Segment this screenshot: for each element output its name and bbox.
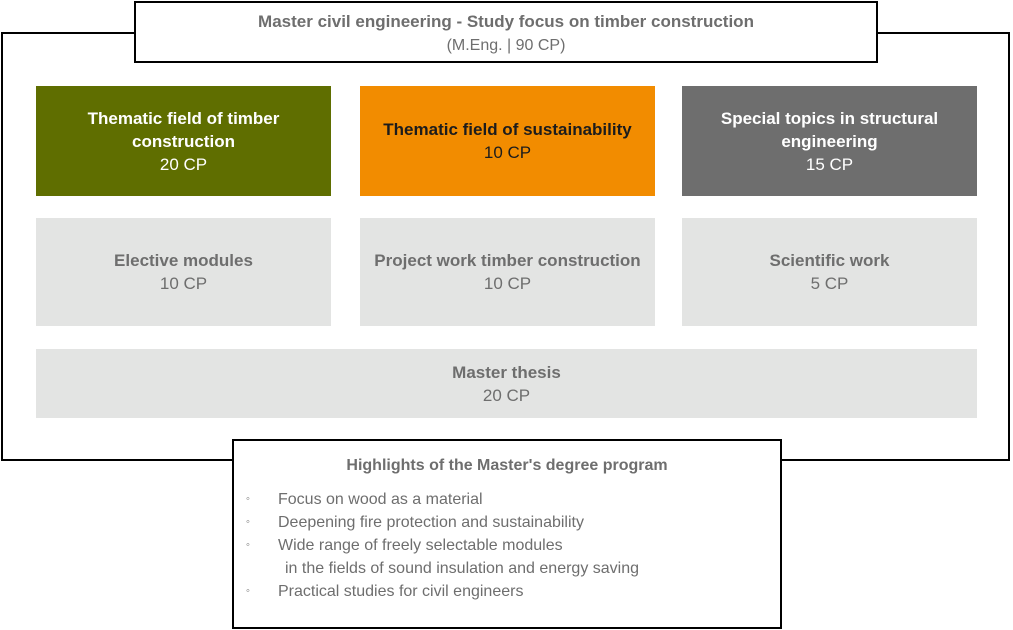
- module-name: Elective modules: [114, 251, 253, 270]
- module-credits: 20 CP: [159, 154, 208, 174]
- program-subtitle: (M.Eng. | 90 CP): [446, 37, 566, 54]
- bullet-icon: ◦: [246, 539, 250, 551]
- module-credits: 10 CP: [159, 274, 208, 293]
- bullet-icon: ◦: [246, 493, 250, 505]
- highlight-text: Wide range of freely selectable modules: [278, 537, 563, 554]
- module-structural-engineering: [682, 86, 977, 196]
- highlights-box: [232, 439, 782, 629]
- module-timber-construction: [36, 86, 331, 196]
- module-name: Scientific work: [769, 251, 890, 270]
- module-credits: 10 CP: [483, 274, 532, 293]
- module-credits: 15 CP: [805, 154, 854, 174]
- bullet-icon: ◦: [246, 585, 250, 597]
- module-project-work: [360, 218, 655, 326]
- highlight-item: [234, 580, 780, 603]
- module-credits: 20 CP: [482, 385, 531, 405]
- module-name: Project work timber construction: [374, 251, 641, 270]
- highlight-text: Focus on wood as a material: [278, 491, 483, 508]
- highlight-text-continued: in the fields of sound insulation and energy saving: [285, 560, 640, 577]
- module-master-thesis: [36, 349, 977, 418]
- module-elective: [36, 218, 331, 326]
- module-name: Thematic field of sustainability: [383, 120, 632, 139]
- highlights-title: Highlights of the Master's degree program: [346, 457, 668, 474]
- module-name: Master thesis: [452, 362, 561, 382]
- module-sustainability: [360, 86, 655, 196]
- program-title-box: [134, 1, 878, 63]
- highlight-text: Practical studies for civil engineers: [278, 583, 524, 600]
- highlight-item: [234, 511, 780, 534]
- module-scientific-work: [682, 218, 977, 326]
- highlight-text: Deepening fire protection and sustainability: [278, 514, 584, 531]
- module-credits: 5 CP: [810, 274, 849, 293]
- program-title: Master civil engineering - Study focus on timber construction: [258, 12, 754, 31]
- highlight-item: [234, 534, 780, 580]
- highlight-item: [234, 488, 780, 511]
- highlights-list: [234, 488, 780, 603]
- bullet-icon: ◦: [246, 516, 250, 528]
- module-name: Special topics in structural engineering: [720, 108, 939, 151]
- module-name: Thematic field of timber construction: [87, 108, 280, 151]
- module-credits: 10 CP: [483, 143, 532, 162]
